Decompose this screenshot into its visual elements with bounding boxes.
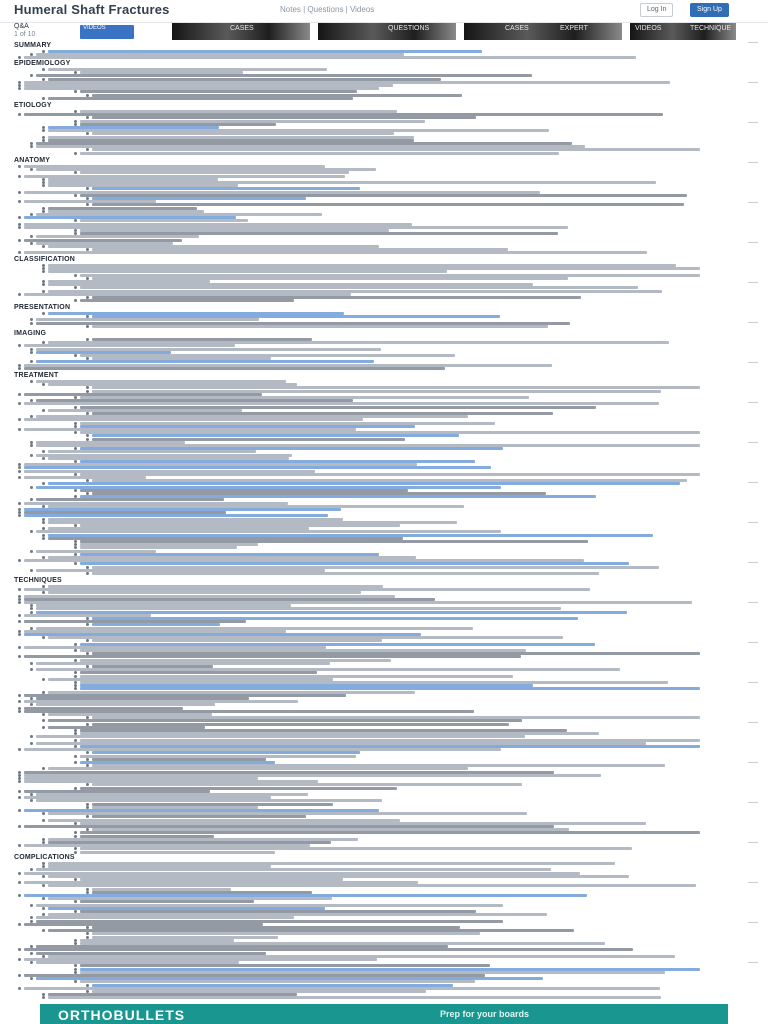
list-bullet	[18, 559, 21, 562]
list-bullet	[42, 907, 45, 910]
text-line	[92, 116, 476, 119]
list-bullet	[42, 713, 45, 716]
rail-marker	[748, 602, 758, 603]
list-bullet	[18, 588, 21, 591]
text-line	[48, 591, 361, 594]
list-bullet	[30, 498, 33, 501]
rail-marker	[748, 82, 758, 83]
text-line	[24, 251, 647, 254]
list-bullet	[18, 646, 21, 649]
text-line	[36, 530, 501, 533]
list-bullet	[42, 270, 45, 273]
text-line	[48, 97, 353, 100]
section-heading: PRESENTATION	[14, 304, 71, 311]
list-bullet	[18, 894, 21, 897]
section-heading: EPIDEMIOLOGY	[14, 60, 71, 67]
footer-brand: ORTHOBULLETS	[58, 1007, 186, 1023]
list-bullet	[42, 312, 45, 315]
list-bullet	[18, 710, 21, 713]
list-bullet	[74, 831, 77, 834]
text-line	[80, 152, 559, 155]
thumb-qa-title: Q&A	[14, 23, 29, 30]
list-bullet	[74, 431, 77, 434]
list-bullet	[42, 383, 45, 386]
rail-marker	[748, 642, 758, 643]
list-bullet	[74, 546, 77, 549]
list-bullet	[18, 470, 21, 473]
list-bullet	[30, 74, 33, 77]
list-bullet	[18, 633, 21, 636]
list-bullet	[86, 623, 89, 626]
list-bullet	[18, 958, 21, 961]
media-strip	[0, 23, 768, 41]
text-link[interactable]	[80, 687, 700, 690]
list-bullet	[18, 191, 21, 194]
text-line	[24, 56, 636, 59]
list-bullet	[86, 815, 89, 818]
list-bullet	[74, 755, 77, 758]
text-link[interactable]	[24, 514, 328, 517]
list-bullet	[30, 742, 33, 745]
list-bullet	[86, 386, 89, 389]
list-bullet	[18, 418, 21, 421]
list-bullet	[86, 751, 89, 754]
list-bullet	[18, 796, 21, 799]
text-line	[48, 884, 696, 887]
text-link[interactable]	[92, 623, 220, 626]
list-bullet	[86, 116, 89, 119]
text-line	[80, 546, 237, 549]
list-bullet	[42, 409, 45, 412]
section-heading: SUMMARY	[14, 42, 52, 49]
list-bullet	[30, 662, 33, 665]
rail-marker	[748, 762, 758, 763]
list-bullet	[18, 476, 21, 479]
list-bullet	[42, 97, 45, 100]
list-bullet	[18, 56, 21, 59]
rail-marker	[748, 842, 758, 843]
thumb-videos-tag[interactable]: VIDEOS	[80, 25, 134, 39]
login-button[interactable]: Log In	[640, 3, 673, 17]
list-bullet	[30, 607, 33, 610]
thumbnail-image[interactable]	[318, 23, 456, 40]
list-bullet	[18, 367, 21, 370]
text-line	[48, 719, 522, 722]
text-line	[24, 367, 445, 370]
text-line	[48, 270, 447, 273]
list-bullet	[18, 614, 21, 617]
list-bullet	[30, 168, 33, 171]
thumb-label: VIDEOS	[635, 25, 662, 32]
list-bullet	[18, 226, 21, 229]
list-bullet	[18, 601, 21, 604]
list-bullet	[86, 572, 89, 575]
list-bullet	[74, 900, 77, 903]
list-bullet	[42, 245, 45, 248]
text-line	[80, 171, 349, 174]
list-bullet	[30, 242, 33, 245]
list-bullet	[74, 847, 77, 850]
list-bullet	[18, 502, 21, 505]
thumbnail-image[interactable]	[464, 23, 622, 40]
text-line	[24, 402, 659, 405]
list-bullet	[18, 948, 21, 951]
list-bullet	[30, 735, 33, 738]
thumb-label: EXPERT	[560, 25, 588, 32]
signup-button[interactable]: Sign Up	[690, 3, 729, 17]
text-line	[80, 980, 475, 983]
page-title: Humeral Shaft Fractures	[14, 2, 170, 17]
top-nav[interactable]: Notes | Questions | Videos	[280, 5, 375, 14]
text-line	[36, 607, 561, 610]
text-link[interactable]	[92, 751, 360, 754]
list-bullet	[74, 299, 77, 302]
list-bullet	[86, 203, 89, 206]
text-line	[48, 996, 661, 999]
list-bullet	[74, 194, 77, 197]
list-bullet	[18, 514, 21, 517]
text-line	[80, 299, 294, 302]
article-body	[0, 42, 740, 1002]
text-line	[80, 473, 700, 476]
list-bullet	[42, 678, 45, 681]
rail-marker	[748, 162, 758, 163]
list-bullet	[18, 923, 21, 926]
list-bullet	[42, 875, 45, 878]
text-line	[24, 344, 235, 347]
list-bullet	[18, 239, 21, 242]
right-rail	[740, 42, 764, 1002]
text-line	[92, 783, 522, 786]
text-line	[92, 386, 700, 389]
list-bullet	[18, 790, 21, 793]
list-bullet	[74, 687, 77, 690]
section-heading: ANATOMY	[14, 157, 51, 164]
list-bullet	[74, 219, 77, 222]
text-link[interactable]	[92, 187, 360, 190]
rail-marker	[748, 402, 758, 403]
list-bullet	[42, 129, 45, 132]
text-line	[36, 868, 551, 871]
list-bullet	[18, 216, 21, 219]
list-bullet	[86, 932, 89, 935]
text-line	[36, 703, 215, 706]
list-bullet	[30, 360, 33, 363]
rail-marker	[748, 802, 758, 803]
list-bullet	[74, 274, 77, 277]
list-bullet	[18, 780, 21, 783]
list-bullet	[30, 530, 33, 533]
list-bullet	[74, 90, 77, 93]
text-line	[48, 767, 468, 770]
list-bullet	[86, 434, 89, 437]
list-bullet	[42, 884, 45, 887]
text-line	[36, 799, 382, 802]
list-bullet	[42, 482, 45, 485]
list-bullet	[30, 904, 33, 907]
list-bullet	[74, 761, 77, 764]
text-line	[48, 450, 256, 453]
list-bullet	[18, 974, 21, 977]
text-link[interactable]	[48, 482, 680, 485]
text-line	[36, 916, 294, 919]
list-bullet	[30, 322, 33, 325]
list-bullet	[30, 916, 33, 919]
list-bullet	[18, 825, 21, 828]
list-bullet	[42, 929, 45, 932]
list-bullet	[30, 444, 33, 447]
list-bullet	[42, 521, 45, 524]
list-bullet	[18, 748, 21, 751]
list-bullet	[74, 286, 77, 289]
text-line	[92, 132, 394, 135]
text-line	[80, 671, 317, 674]
list-bullet	[74, 152, 77, 155]
thumb-label: CASES	[230, 25, 254, 32]
thumb-label: TECHNIQUE	[690, 25, 732, 32]
text-line	[24, 948, 633, 951]
section-heading: TREATMENT	[14, 372, 59, 379]
list-bullet	[42, 897, 45, 900]
section-heading: ETIOLOGY	[14, 102, 52, 109]
list-bullet	[18, 844, 21, 847]
text-line	[92, 932, 480, 935]
list-bullet	[18, 700, 21, 703]
list-bullet	[74, 964, 77, 967]
list-bullet	[74, 671, 77, 674]
rail-marker	[748, 42, 758, 43]
list-bullet	[86, 783, 89, 786]
list-bullet	[18, 200, 21, 203]
list-bullet	[86, 639, 89, 642]
thumb-label: QUESTIONS	[388, 25, 430, 32]
text-line	[92, 639, 382, 642]
list-bullet	[30, 380, 33, 383]
list-bullet	[74, 354, 77, 357]
text-line	[36, 498, 224, 501]
text-line	[92, 203, 684, 206]
rail-marker	[748, 282, 758, 283]
rail-marker	[748, 122, 758, 123]
rail-marker	[748, 882, 758, 883]
list-bullet	[42, 767, 45, 770]
top-bar	[0, 0, 768, 23]
text-line	[80, 286, 638, 289]
list-bullet	[42, 457, 45, 460]
list-bullet	[30, 668, 33, 671]
list-bullet	[42, 537, 45, 540]
text-line	[80, 964, 490, 967]
list-bullet	[42, 591, 45, 594]
list-bullet	[74, 562, 77, 565]
list-bullet	[30, 703, 33, 706]
rail-marker	[748, 962, 758, 963]
text-line	[24, 655, 521, 658]
footer-banner[interactable]	[40, 1004, 728, 1024]
list-bullet	[74, 980, 77, 983]
list-bullet	[30, 145, 33, 148]
rail-marker	[748, 322, 758, 323]
list-bullet	[42, 450, 45, 453]
list-bullet	[18, 872, 21, 875]
text-line	[92, 325, 548, 328]
list-bullet	[30, 550, 33, 553]
section-heading: COMPLICATIONS	[14, 854, 75, 861]
text-line	[80, 831, 700, 834]
list-bullet	[18, 620, 21, 623]
list-bullet	[18, 987, 21, 990]
rail-marker	[748, 562, 758, 563]
list-bullet	[18, 344, 21, 347]
text-line	[92, 815, 306, 818]
list-bullet	[30, 454, 33, 457]
list-bullet	[42, 996, 45, 999]
text-link[interactable]	[24, 466, 491, 469]
list-bullet	[42, 68, 45, 71]
list-bullet	[30, 486, 33, 489]
text-line	[80, 90, 357, 93]
list-bullet	[86, 325, 89, 328]
text-line	[92, 148, 700, 151]
list-bullet	[30, 961, 33, 964]
list-bullet	[42, 812, 45, 815]
rail-marker	[748, 922, 758, 923]
thumb-qa[interactable]	[14, 23, 35, 39]
text-link[interactable]	[92, 434, 459, 437]
text-line	[80, 847, 632, 850]
list-bullet	[18, 881, 21, 884]
text-line	[24, 418, 363, 421]
list-bullet	[30, 868, 33, 871]
text-line	[36, 235, 199, 238]
list-bullet	[18, 694, 21, 697]
rail-marker	[748, 682, 758, 683]
list-bullet	[74, 649, 77, 652]
list-bullet	[42, 184, 45, 187]
rail-marker	[748, 242, 758, 243]
list-bullet	[18, 165, 21, 168]
section-heading: TECHNIQUES	[14, 577, 62, 584]
list-bullet	[42, 726, 45, 729]
text-link[interactable]	[36, 360, 374, 363]
list-bullet	[42, 719, 45, 722]
list-bullet	[30, 351, 33, 354]
text-line	[80, 851, 275, 854]
list-bullet	[18, 655, 21, 658]
rail-marker	[748, 522, 758, 523]
footer-text: Prep for your boards	[440, 1009, 530, 1019]
list-bullet	[18, 428, 21, 431]
list-bullet	[18, 809, 21, 812]
text-line	[36, 735, 525, 738]
list-bullet	[30, 952, 33, 955]
list-bullet	[74, 489, 77, 492]
list-bullet	[18, 293, 21, 296]
list-bullet	[30, 318, 33, 321]
text-line	[36, 318, 259, 321]
list-bullet	[86, 187, 89, 190]
list-bullet	[30, 799, 33, 802]
list-bullet	[42, 283, 45, 286]
section-heading: CLASSIFICATION	[14, 256, 76, 263]
list-bullet	[74, 171, 77, 174]
section-heading: IMAGING	[14, 330, 47, 337]
text-link[interactable]	[80, 562, 629, 565]
list-bullet	[18, 402, 21, 405]
rail-marker	[748, 722, 758, 723]
list-bullet	[18, 87, 21, 90]
list-bullet	[30, 235, 33, 238]
list-bullet	[30, 569, 33, 572]
text-line	[80, 219, 248, 222]
list-bullet	[18, 175, 21, 178]
thumb-qa-sub: 1 of 10	[14, 31, 36, 38]
list-bullet	[42, 636, 45, 639]
list-bullet	[18, 466, 21, 469]
list-bullet	[18, 393, 21, 396]
rail-marker	[748, 202, 758, 203]
text-line	[92, 572, 599, 575]
list-bullet	[86, 132, 89, 135]
list-bullet	[42, 819, 45, 822]
list-bullet	[30, 977, 33, 980]
rail-marker	[748, 362, 758, 363]
text-line	[36, 74, 532, 77]
list-bullet	[86, 148, 89, 151]
list-bullet	[18, 251, 21, 254]
list-bullet	[18, 113, 21, 116]
text-line	[80, 900, 254, 903]
rail-marker	[748, 442, 758, 443]
thumb-label: CASES	[505, 25, 529, 32]
rail-marker	[748, 482, 758, 483]
